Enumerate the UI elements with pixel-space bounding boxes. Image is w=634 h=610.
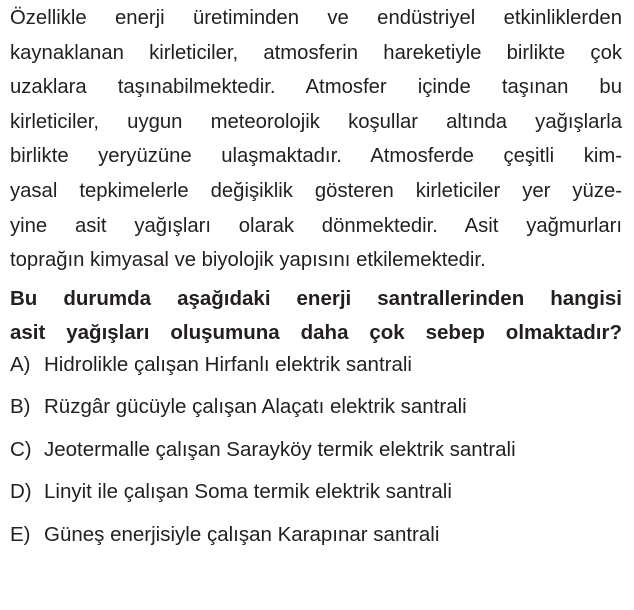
option-letter: E): [10, 522, 31, 546]
option-letter: C): [10, 437, 32, 461]
prompt-line: asit yağışları oluşumuna daha çok sebep olmaktadır?: [10, 321, 622, 345]
passage-line: yine asit yağışları olarak dönmektedir. Asit yağmurları: [10, 214, 622, 237]
option-text: Hidrolikle çalışan Hirfanlı elektrik santrali: [44, 352, 412, 376]
passage-line: toprağın kimyasal ve biyolojik yapısını etkilemektedir.: [10, 249, 486, 272]
passage-line: kaynaklanan kirleticiler, atmosferin hareketiyle birlikte çok: [10, 41, 622, 64]
option-text: Jeotermalle çalışan Sarayköy termik elektrik santrali: [44, 437, 516, 461]
passage-line: yasal tepkimelerle değişiklik gösteren kirleticiler yer yüze-: [10, 179, 622, 202]
option-text: Güneş enerjisiyle çalışan Karapınar santrali: [44, 522, 440, 546]
prompt-line: Bu durumda aşağıdaki enerji santrallerinden hangisi: [10, 286, 622, 310]
option-text: Linyit ile çalışan Soma termik elektrik santrali: [44, 480, 452, 504]
option-b[interactable]: [10, 395, 622, 438]
option-letter: A): [10, 352, 31, 376]
option-a[interactable]: [10, 353, 622, 396]
question-block: [10, 0, 622, 565]
option-e[interactable]: [10, 523, 622, 566]
option-letter: D): [10, 480, 32, 504]
option-text: Rüzgâr gücüyle çalışan Alaçatı elektrik santrali: [44, 395, 467, 419]
question-passage: [10, 0, 622, 278]
passage-line: uzaklara taşınabilmektedir. Atmosfer içinde taşınan bu: [10, 76, 622, 99]
question-prompt: [10, 282, 622, 351]
passage-line: kirleticiler, uygun meteorolojik koşullar altında yağışlarla: [10, 110, 622, 133]
option-letter: B): [10, 395, 31, 419]
answer-options: [10, 353, 622, 566]
passage-line: birlikte yeryüzüne ulaşmaktadır. Atmosferde çeşitli kim-: [10, 145, 622, 168]
option-d[interactable]: [10, 480, 622, 523]
passage-line: Özellikle enerji üretiminden ve endüstriyel etkinliklerden: [10, 7, 622, 29]
option-c[interactable]: [10, 438, 622, 481]
